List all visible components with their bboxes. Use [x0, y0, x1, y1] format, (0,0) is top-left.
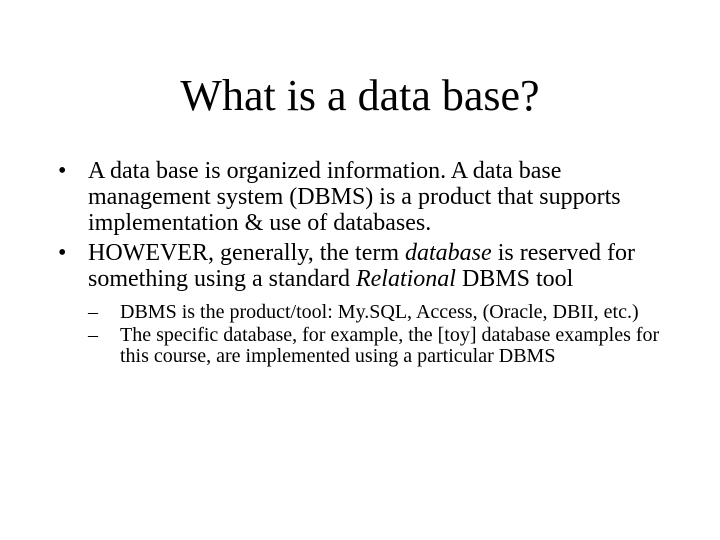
bullet-text-part: HOWEVER, generally, the term	[88, 240, 406, 266]
bullet-text-part: DBMS tool	[455, 266, 574, 292]
italic-term: Relational	[355, 266, 456, 292]
bullet-list	[58, 158, 678, 371]
italic-term: database	[405, 240, 492, 266]
sub-bullet-list	[88, 302, 678, 367]
bullet-text	[88, 240, 635, 292]
bullet-text-part: is reserved for something using a standard	[88, 240, 635, 292]
bullet-marker: •	[58, 158, 67, 184]
bullet-text: A data base is organized information. A data base management system (DBMS) is a product that supports implementation & use of databases.	[88, 158, 621, 236]
sub-bullet-marker: –	[88, 301, 98, 323]
bullet-marker: •	[58, 240, 67, 266]
sub-bullet-item	[88, 302, 678, 323]
sub-bullet-text: The specific database, for example, the [toy] database examples for this course, are implemented using a particular DBMS	[120, 324, 660, 367]
bullet-item	[58, 240, 678, 367]
sub-bullet-item	[88, 325, 678, 367]
bullet-item	[58, 158, 678, 236]
sub-bullet-text: DBMS is the product/tool: My.SQL, Access, (Oracle, DBII, etc.)	[120, 301, 639, 323]
slide-title: What is a data base?	[180, 71, 540, 120]
sub-bullet-marker: –	[88, 324, 98, 346]
